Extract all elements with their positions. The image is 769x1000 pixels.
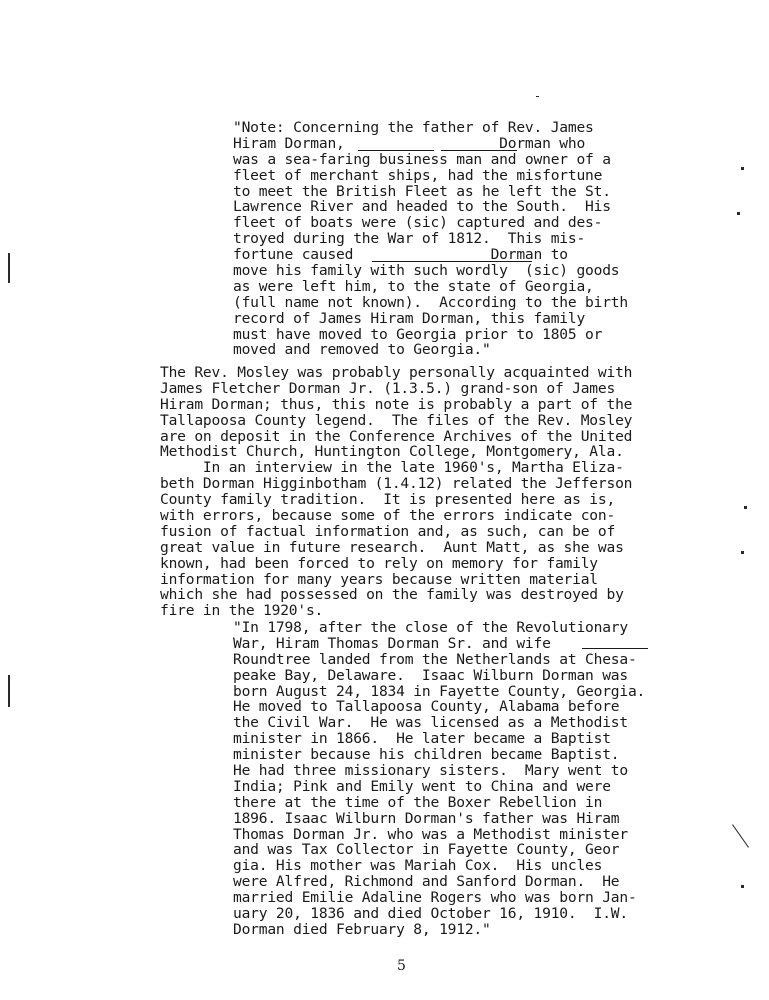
text-line: He moved to Tallapoosa County, Alabama before bbox=[233, 698, 620, 716]
text-line: were Alfred, Richmond and Sanford Dorman. He bbox=[233, 873, 620, 891]
text-line: there at the time of the Boxer Rebellion in bbox=[233, 793, 603, 811]
text-line: as were left him, to the state of Georgia, bbox=[233, 277, 594, 295]
body-paragraphs bbox=[160, 365, 632, 619]
scan-mark bbox=[741, 167, 744, 170]
quoted-tradition-paragraph bbox=[233, 620, 645, 938]
text-line: fleet of merchant ships, had the misfortune bbox=[233, 166, 603, 184]
scan-mark bbox=[8, 253, 10, 283]
scan-mark bbox=[732, 824, 749, 848]
fill-in-blank bbox=[372, 261, 532, 262]
text-line: fusion of factual information and, as such, can be of bbox=[160, 522, 616, 540]
text-line: "Note: Concerning the father of Rev. James bbox=[233, 119, 594, 136]
text-line: are on deposit in the Conference Archives of the United bbox=[160, 427, 633, 445]
text-line: Methodist Church, Huntington College, Montgomery, Ala. bbox=[160, 443, 624, 461]
text-line: fire in the 1920's. bbox=[160, 602, 324, 620]
text-line: move his family with such wordly (sic) goods bbox=[233, 262, 620, 280]
text-line: War, Hiram Thomas Dorman Sr. and wife bbox=[233, 634, 551, 652]
text-line: record of James Hiram Dorman, this family bbox=[233, 309, 586, 327]
text-line: India; Pink and Emily went to China and were bbox=[233, 777, 611, 795]
quoted-note-paragraph bbox=[233, 120, 628, 358]
text-line: (full name not known). According to the birth bbox=[233, 293, 628, 311]
text-line: born August 24, 1834 in Fayette County, Georgia. bbox=[233, 682, 646, 700]
scan-mark bbox=[744, 506, 747, 509]
text-line: Roundtree landed from the Netherlands at Chesa- bbox=[233, 650, 637, 668]
text-line: must have moved to Georgia prior to 1805 or bbox=[233, 325, 603, 343]
scan-mark bbox=[741, 885, 744, 888]
page-number: 5 bbox=[397, 958, 406, 974]
text-line: beth Dorman Higginbotham (1.4.12) related the Jefferson bbox=[160, 475, 633, 493]
text-line: great value in future research. Aunt Matt, as she was bbox=[160, 538, 624, 556]
fill-in-blank bbox=[441, 150, 517, 151]
text-line: uary 20, 1836 and died October 16, 1910. I.W. bbox=[233, 905, 628, 923]
text-line: was a sea-faring business man and owner of a bbox=[233, 150, 611, 168]
text-line: Thomas Dorman Jr. who was a Methodist minister bbox=[233, 825, 628, 843]
fill-in-blank bbox=[358, 150, 434, 151]
text-line: Dorman died February 8, 1912." bbox=[233, 920, 491, 938]
text-line: troyed during the War of 1812. This mis- bbox=[233, 230, 586, 248]
text-line: with errors, because some of the errors indicate con- bbox=[160, 507, 616, 525]
text-line: fortune caused Dorman to bbox=[233, 246, 568, 264]
text-line: fleet of boats were (sic) captured and des- bbox=[233, 214, 603, 232]
text-line: Hiram Dorman, Dorman who bbox=[233, 134, 586, 152]
text-line: information for many years because written material bbox=[160, 570, 598, 588]
scan-mark bbox=[737, 212, 740, 215]
text-line: Tallapoosa County legend. The files of the Rev. Mosley bbox=[160, 411, 633, 429]
text-line: James Fletcher Dorman Jr. (1.3.5.) grand-son of James bbox=[160, 379, 616, 397]
text-line: Hiram Dorman; thus, this note is probably a part of the bbox=[160, 395, 633, 413]
text-line: The Rev. Mosley was probably personally acquainted with bbox=[160, 364, 633, 381]
text-line: minister in 1866. He later became a Baptist bbox=[233, 730, 611, 748]
text-line: In an interview in the late 1960's, Martha Eliza- bbox=[160, 459, 624, 477]
text-line: minister because his children became Baptist. bbox=[233, 746, 620, 764]
fill-in-blank bbox=[582, 648, 648, 649]
text-line: and was Tax Collector in Fayette County, Geor bbox=[233, 841, 620, 859]
scan-mark bbox=[536, 96, 539, 97]
text-line: gia. His mother was Mariah Cox. His uncles bbox=[233, 857, 603, 875]
text-line: He had three missionary sisters. Mary went to bbox=[233, 762, 628, 780]
text-line: Lawrence River and headed to the South. His bbox=[233, 198, 611, 216]
text-line: which she had possessed on the family was destroyed by bbox=[160, 586, 624, 604]
text-line: the Civil War. He was licensed as a Methodist bbox=[233, 714, 628, 732]
scan-mark bbox=[8, 675, 10, 707]
text-line: married Emilie Adaline Rogers who was born Jan- bbox=[233, 889, 637, 907]
text-line: peake Bay, Delaware. Isaac Wilburn Dorman was bbox=[233, 666, 628, 684]
scan-mark bbox=[741, 551, 744, 554]
text-line: "In 1798, after the close of the Revolutionary bbox=[233, 619, 628, 636]
text-line: 1896. Isaac Wilburn Dorman's father was Hiram bbox=[233, 809, 620, 827]
text-line: known, had been forced to rely on memory for family bbox=[160, 554, 598, 572]
text-line: to meet the British Fleet as he left the St. bbox=[233, 182, 611, 200]
text-line: moved and removed to Georgia." bbox=[233, 341, 491, 359]
text-line: County family tradition. It is presented here as is, bbox=[160, 491, 616, 509]
